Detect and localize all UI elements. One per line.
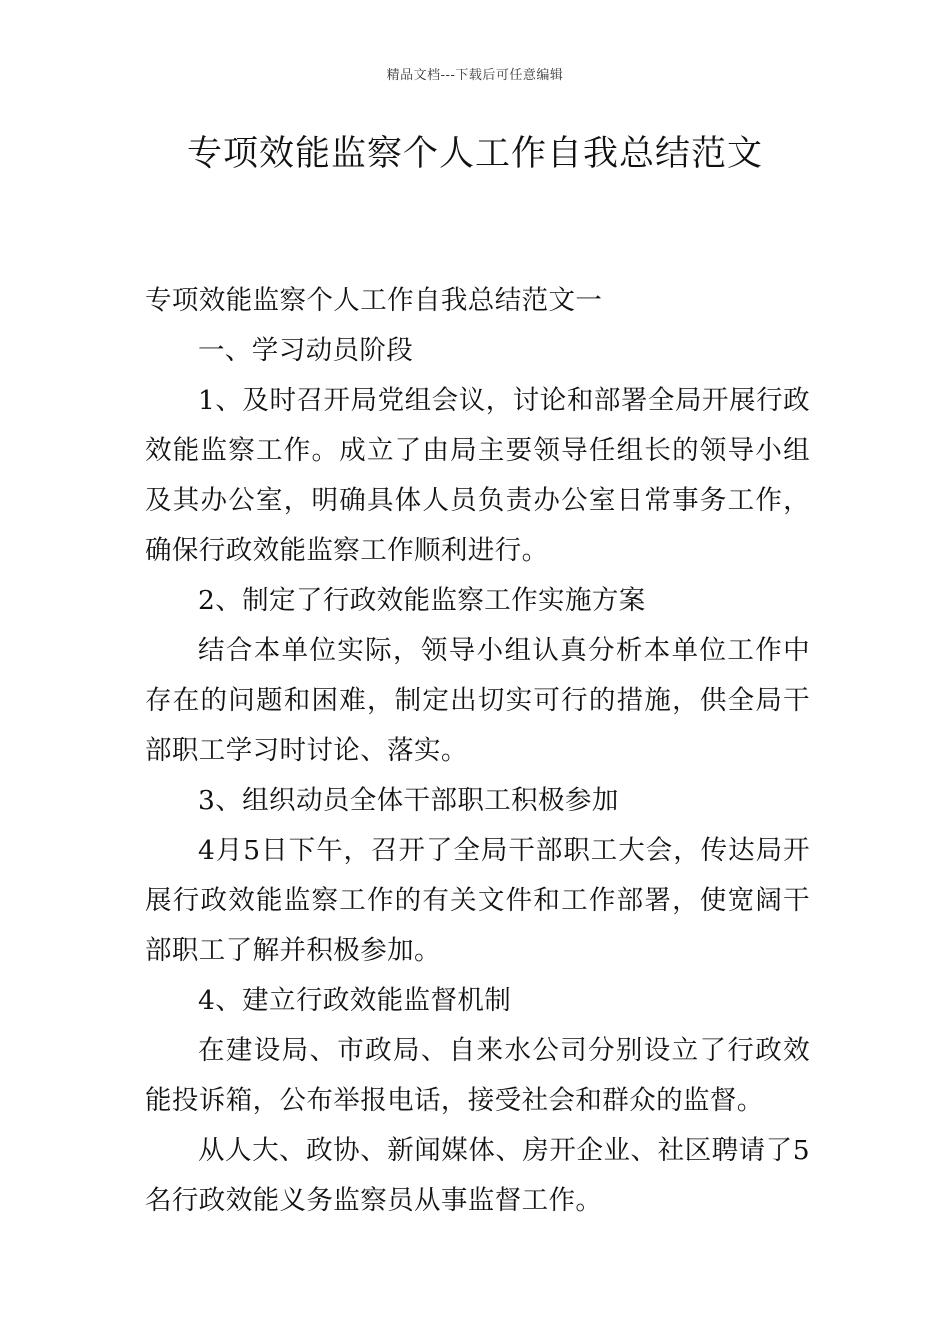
paragraph-item-4-body-1: 在建设局、市政局、自来水公司分别设立了行政效能投诉箱，公布举报电话，接受社会和群众的监督。: [145, 1035, 810, 1116]
paragraph-item-4: 4、建立行政效能监督机制: [198, 985, 512, 1016]
paragraph-item-3-body: 4月5日下午，召开了全局干部职工大会，传达局开展行政效能监察工作的有关文件和工作部署，使宽阔干部职工了解并积极参加。: [145, 835, 810, 966]
paragraph-item-2: 2、制定了行政效能监察工作实施方案: [198, 585, 646, 616]
paragraph-item-4-body-2: 从人大、政协、新闻媒体、房开企业、社区聘请了5名行政效能义务监察员从事监督工作。: [145, 1135, 810, 1216]
header-note: 精品文档---下载后可任意编辑: [386, 68, 564, 83]
paragraph-item-3: 3、组织动员全体干部职工积极参加: [198, 785, 619, 816]
paragraph-item-2-body: 结合本单位实际，领导小组认真分析本单位工作中存在的问题和困难，制定出切实可行的措施，供全局干部职工学习时讨论、落实。: [145, 635, 810, 766]
paragraph-item-1: 1、及时召开局党组会议，讨论和部署全局开展行政效能监察工作。成立了由局主要领导任组长的领导小组及其办公室，明确具体人员负责办公室日常事务工作，确保行政效能监察工作顺利进行。: [145, 385, 810, 566]
document-body: [145, 276, 810, 1226]
document-title: 专项效能监察个人工作自我总结范文: [186, 134, 763, 174]
paragraph-section-title: 专项效能监察个人工作自我总结范文一: [145, 285, 603, 316]
paragraph-heading-1: 一、学习动员阶段: [198, 335, 414, 366]
